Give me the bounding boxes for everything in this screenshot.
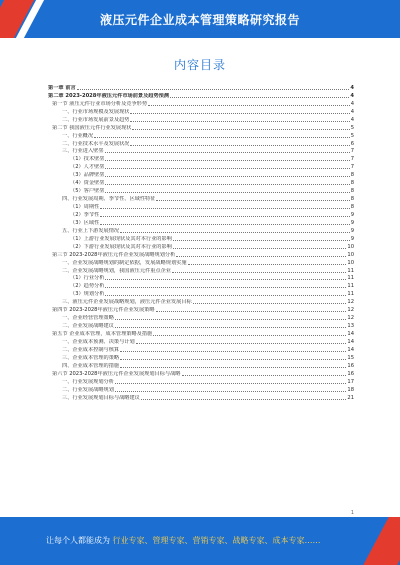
toc-entry[interactable] [48,298,354,306]
toc-entry-label: 四、企业成本管理的措施 [62,362,120,369]
toc-leader-dots [170,96,349,98]
toc-entry[interactable] [48,100,354,108]
toc-entry-label: （1）技术壁垒 [70,156,105,163]
toc-leader-dots [193,302,347,304]
footer-slogan [46,535,321,546]
toc-entry-label: （2）下游行业发展现状及其对本行业的影响 [70,243,172,250]
toc-entry[interactable] [48,195,354,203]
toc-entry-page: 8 [350,172,354,179]
toc-leader-dots [141,398,347,400]
footer-bar [0,517,400,565]
toc-entry[interactable] [48,140,354,148]
toc-entry-page: 17 [347,378,354,385]
toc-entry-label: 第四节 2023-2028年液压元件企业发展策略 [52,307,155,314]
toc-entry[interactable] [48,251,354,259]
toc-leader-dots [153,334,346,336]
toc-leader-dots [130,112,349,114]
toc-entry-page: 14 [347,338,354,345]
toc-leader-dots [105,286,346,288]
toc-entry[interactable] [48,219,354,227]
toc-leader-dots [188,263,347,265]
toc-entry-label: 一、行业概况 [62,132,94,139]
toc-entry[interactable] [48,227,354,235]
toc-entry-label: 二、行业市场发展前景及趋势 [62,116,130,123]
toc-entry[interactable] [48,338,354,346]
toc-leader-dots [94,136,350,138]
toc-entry-label: 第六节 2023-2028年液压元件企业发展规划目标与战略 [52,370,181,377]
toc-entry[interactable] [48,378,354,386]
toc-entry-page: 7 [350,164,354,171]
toc-leader-dots [100,215,349,217]
toc-leader-dots [105,294,346,296]
toc-entry-page: 9 [350,219,354,226]
toc-entry-page: 8 [350,204,354,210]
toc-leader-dots [156,199,349,201]
toc-entry-label: 第二章 2023-2028年液压元件市场前景及趋势预测 [48,92,170,99]
toc-entry-page: 14 [347,346,354,353]
toc-entry-page: 12 [347,307,354,314]
toc-entry[interactable] [48,116,354,124]
toc-entry-page: 12 [347,299,354,306]
toc-entry[interactable] [48,132,354,140]
toc-leader-dots [105,159,349,161]
toc-entry-label: （5）客户壁垒 [70,188,105,195]
toc-entry-page: 8 [350,196,354,203]
toc-leader-dots [130,120,349,122]
toc-entry-page: 9 [350,211,354,218]
toc-leader-dots [132,128,349,130]
toc-entry[interactable] [48,370,354,378]
toc-leader-dots [105,167,349,169]
toc-entry-label: 一、企业经营管理策略 [62,315,114,322]
toc-leader-dots [130,144,349,146]
toc-entry[interactable] [48,354,354,362]
toc-entry[interactable] [48,290,354,298]
toc-entry[interactable] [48,306,354,314]
footer-slogan-prefix: 让每个人都能成为 [46,536,110,545]
toc-entry-page: 4 [350,116,354,123]
toc-leader-dots [105,151,350,153]
toc-leader-dots [115,390,347,392]
footer-slogan-highlight: 行业专家、管理专家、营销专家、战略专家、成本专家…… [112,536,321,545]
toc-entry[interactable] [48,211,354,219]
toc-entry-label: 三、行业进入壁垒 [62,148,104,155]
toc-leader-dots [105,191,349,193]
toc-entry[interactable] [48,179,354,187]
toc-entry-page: 11 [347,275,354,282]
toc-entry-label: （3）品牌壁垒 [70,172,105,179]
toc-entry[interactable] [48,314,354,322]
toc-leader-dots [136,342,347,344]
toc-leader-dots [148,104,350,106]
toc-entry-label: 四、行业发展周期、季节性、区域性特征 [62,196,156,203]
toc-leader-dots [115,318,347,320]
toc-leader-dots [115,326,347,328]
toc-entry-label: 一、行业市场规模及发展现状 [62,108,130,115]
toc-entry-page: 7 [350,156,354,163]
footer-red-accent [363,517,400,565]
toc-entry-page: 8 [350,188,354,195]
toc-entry-page: 11 [347,291,354,298]
toc-entry-page: 18 [347,386,354,393]
toc-entry-label: 第一章 前言 [48,84,76,91]
toc-entry-page: 5 [350,124,354,131]
toc-entry-page: 15 [347,354,354,361]
toc-entry-label: 二、企业发展战略规划，我国液压元件重点企业 [62,267,171,274]
toc-entry-label: （1）行业分析 [70,275,105,282]
toc-leader-dots [115,382,347,384]
toc-entry[interactable] [48,84,354,92]
toc-entry-page: 4 [350,108,354,115]
toc-entry[interactable] [48,394,354,402]
report-title: 液压元件企业成本管理策略研究报告 [99,13,300,27]
toc-entry-page: 8 [350,180,354,187]
toc-entry[interactable] [48,203,354,211]
toc-entry-page: 16 [347,370,354,377]
toc-entry-label: （3）规划分析 [70,291,105,298]
toc-entry-page: 6 [350,140,354,147]
toc-entry[interactable] [48,275,354,283]
toc-entry[interactable] [48,148,354,156]
toc-entry[interactable] [48,259,354,267]
toc-entry-page: 12 [347,315,354,322]
toc-leader-dots [105,278,346,280]
toc-entry-label: 五、行业上下游发展情况 [62,227,120,234]
toc-entry[interactable] [48,346,354,354]
toc-leader-dots [105,175,349,177]
toc-entry-label: （2）趋势分析 [70,283,105,290]
toc-leader-dots [173,247,347,249]
toc-entry-page: 10 [347,259,354,266]
toc-entry-page: 13 [347,323,354,330]
toc-heading: 内容目录 [173,58,226,72]
toc-entry-label: 第五节 企业成本管理，成本管理策略及措施 [52,331,153,337]
toc-leader-dots [100,207,349,209]
toc-entry-label: 三、行业发展规划目标与战略建议 [62,394,140,401]
toc-entry[interactable] [48,171,354,179]
toc-leader-dots [120,231,350,233]
toc-entry-label: 三、液压元件企业发展战略规划，液压元件企业发展目标 [62,299,192,306]
toc-leader-dots [77,88,350,90]
toc-entry-label: （1）周期性 [70,204,100,210]
toc-entry-page: 7 [350,148,354,155]
toc-entry-label: 第一节 液压元件行业市场分析及竞争形势 [52,100,148,107]
toc-entry-page: 14 [347,331,354,337]
toc-entry-page: 11 [347,283,354,290]
toc-entry-label: 二、行业技术水平及发展状况 [62,140,130,147]
toc-entry-label: （2）人才壁垒 [70,164,105,171]
toc-entry-page: 21 [347,394,354,401]
toc-leader-dots [182,374,347,376]
toc-entry[interactable] [48,235,354,243]
toc-entry-page: 10 [347,243,354,250]
toc-entry[interactable] [48,362,354,370]
toc-leader-dots [176,255,346,257]
toc-entry[interactable] [48,124,354,132]
toc-entry-page: 4 [350,92,354,99]
toc-entry-page: 16 [347,362,354,369]
toc-entry-label: （4）资金壁垒 [70,180,105,187]
toc-entry-page: 11 [347,267,354,274]
table-of-contents [48,84,354,402]
toc-entry-page: 4 [350,100,354,107]
toc-entry-label: （3）区域性 [70,219,100,226]
toc-entry-page: 10 [347,251,354,258]
toc-entry[interactable] [48,243,354,251]
toc-entry-page: 9 [350,227,354,234]
toc-entry-label: 三、企业成本管理的策略 [62,354,120,361]
toc-entry-page: 5 [350,132,354,139]
toc-entry-page: 9 [350,235,354,242]
toc-entry[interactable] [48,92,354,100]
toc-leader-dots [172,271,346,273]
toc-entry-label: 第三节 2023-2028年液压元件企业发展战略规划分析 [52,251,176,258]
header-bar [0,0,400,38]
toc-entry[interactable] [48,322,354,330]
page-number: 1 [350,510,354,516]
toc-entry-label: 一、企业成本预测、决策与计划 [62,338,135,345]
toc-entry-label: 二、企业发展战略建议 [62,323,114,330]
toc-leader-dots [173,239,350,241]
toc-entry[interactable] [48,282,354,290]
toc-entry-label: （2）季节性 [70,211,100,218]
toc-entry[interactable] [48,330,354,338]
toc-entry-label: 二、行业发展战略规划 [62,386,114,393]
toc-entry-label: （1）上游行业发展现状及其对本行业的影响 [70,235,172,242]
toc-entry-label: 第二节 我国液压元件行业发展现状 [52,124,132,131]
toc-entry-label: 一、企业发展战略规划的制定依据，发展战略规划实施 [62,259,187,266]
toc-leader-dots [120,350,346,352]
toc-leader-dots [156,310,347,312]
toc-entry[interactable] [48,386,354,394]
toc-entry[interactable] [48,108,354,116]
toc-leader-dots [120,358,346,360]
toc-entry[interactable] [48,187,354,195]
toc-entry-label: 一、行业发展规划分析 [62,378,114,385]
toc-entry[interactable] [48,163,354,171]
toc-leader-dots [120,366,346,368]
toc-entry-page: 4 [350,84,354,91]
toc-leader-dots [100,223,349,225]
toc-entry[interactable] [48,155,354,163]
toc-leader-dots [105,183,349,185]
toc-entry[interactable] [48,267,354,275]
toc-entry-label: 二、企业成本控制与核算 [62,346,120,353]
